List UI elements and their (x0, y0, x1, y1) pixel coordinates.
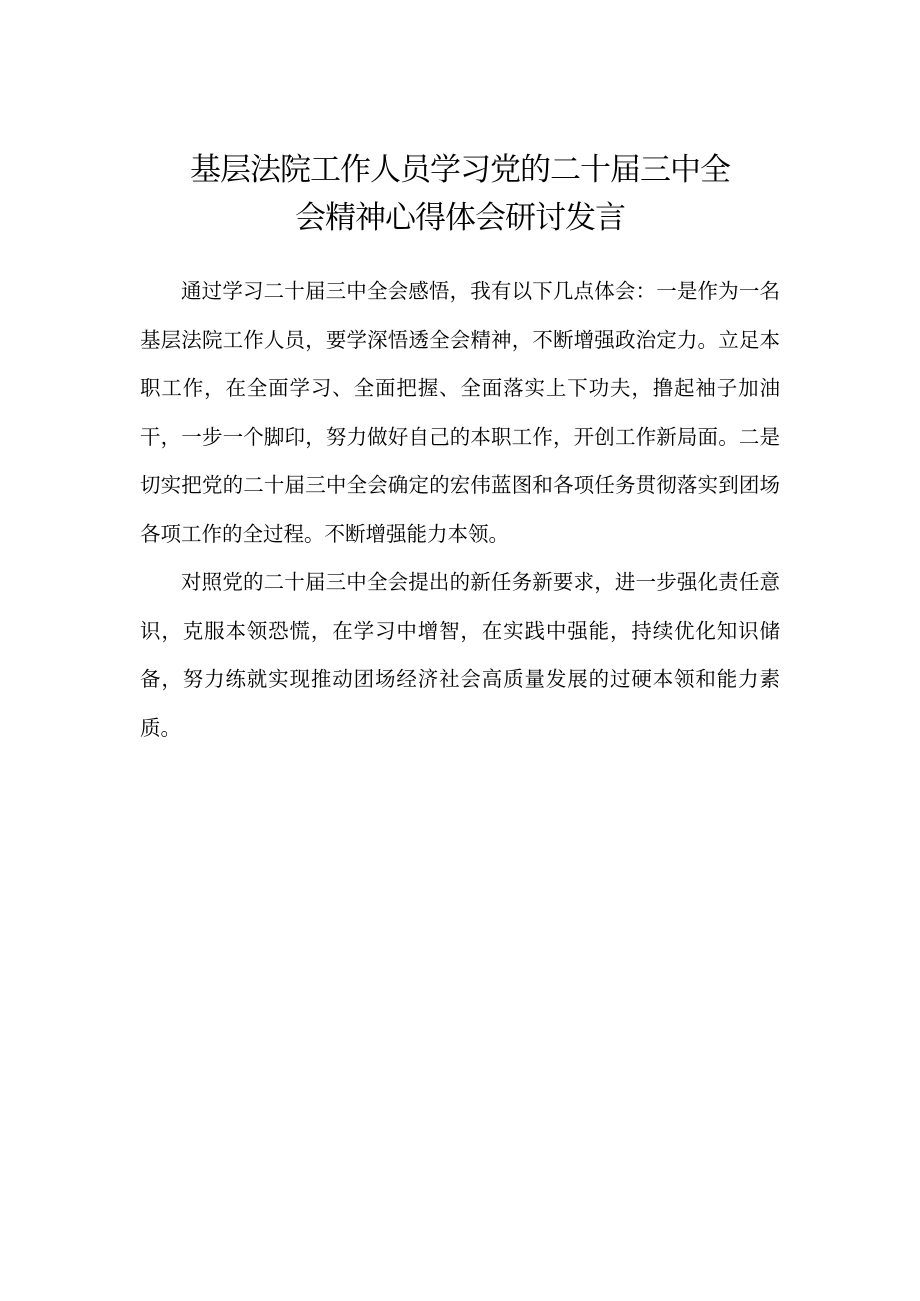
document-body (140, 267, 780, 752)
paragraph-2: 对照党的二十届三中全会提出的新任务新要求，进一步强化责任意识，克服本领恐慌，在学习中增智，在实践中强能，持续优化知识储备，努力练就实现推动团场经济社会高质量发展的过硬本领和能力素质。 (140, 570, 780, 740)
title-line-2: 会精神心得体会研讨发言 (295, 200, 625, 236)
title-line-1: 基层法院工作人员学习党的二十届三中全 (190, 152, 730, 188)
document-title (140, 146, 780, 242)
paragraph-1: 通过学习二十届三中全会感悟，我有以下几点体会：一是作为一名基层法院工作人员，要学深悟透全会精神，不断增强政治定力。立足本职工作，在全面学习、全面把握、全面落实上下功夫，撸起袖子加油干，一步一个脚印，努力做好自己的本职工作，开创工作新局面。二是切实把党的二十届三中全会确定的宏伟蓝图和各项任务贯彻落实到团场各项工作的全过程。不断增强能力本领。 (140, 279, 780, 546)
